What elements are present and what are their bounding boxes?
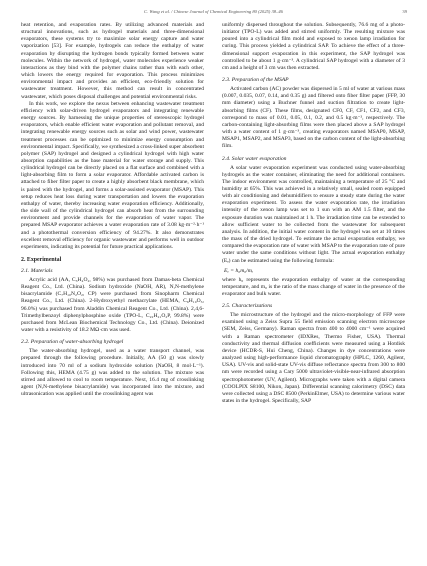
section-solar-evaporation-heading: 2.4. Solar water evaporation (222, 155, 287, 162)
section-characterizations-heading: 2.5. Characterizations (222, 303, 273, 310)
hydrogel-prep-paragraph: The water-absorbing hydrogel, used as a water transport channel, was prepared through the following procedure. Initially, AA (50 g) was slowly introduced into 70 ml of a sodium hydroxide solution (NaOH, 8 mol·L⁻¹). Following this, HEMA (4.75 g) was added to the solution. The mixture was stirred and allowed to cool to room temperature. Next, 16.4 mg of crosslinking agent (N,N-methylene bisacrylamide) was incorporated into the mixture, and ultrasonication was applied until the crosslinking agent was (21, 348, 204, 398)
left-column (21, 22, 204, 398)
enthalpy-equation: Eₑ = h₀m₀/mₑ (224, 267, 254, 274)
section-materials-heading: 2.1. Materials (21, 268, 53, 274)
header-authors: C. Wang et al. (144, 9, 171, 14)
header-citation: C. Wang et al. / Chinese Journal of Chemical Engineering 80 (2025) 38–46 (144, 9, 283, 14)
page-number: 39 (402, 9, 407, 14)
section-msap-heading: 2.3. Preparation of the MSAP (222, 77, 289, 84)
materials-paragraph: Acrylic acid (AA, C₃H₄O₂, 98%) was purchased from Damas-beta Chemical Reagent Co., Ltd. (China). Sodium hydroxide (NaOH, AR), N,N-methylene bisacrylamide (C₇H₁₀N₂O₂, CP) were purchased from Sinopharm Chemical Reagent Co., Ltd. (China). 2-Hydroxyethyl methacrylate (HEMA, C₆H₁₀O₃, 96.0%) was purchased from Aladdin Chemical Reagent Co., Ltd. (China). 2,4,6-Trimethylbenzoyl diphenylphosphine oxide (TPO-L, C₂₂H₂₁O₂P, 99.8%) were purchased from McLean Biochemical Technology Co., Ltd. (China). Deionized water with a resistivity of 18.2 MΩ·cm was used. (21, 277, 204, 334)
section-hydrogel-prep-heading: 2.2. Preparation of water-absorbing hydrogel (21, 339, 124, 346)
solar-evaporation-paragraph: A solar water evaporation experiment was conducted using water-absorbing hydrogels as the water container, eliminating the need for additional containers. The indoor environment was controlled, maintaining a temperature of 25 °C and humidity at 65%. This was achieved in a relatively small, sealed room equipped with air conditioning and dehumidifiers to ensure a steady state during the water evaporation experiment. To assess the water evaporation rate, the irradiation intensity of the xenon lamp was set to 1 sun with an AM 1.5 filter, and the exposure duration was maintained at 1 h. The irradiation time can be extended to allow sufficient water to be collected from the wastewater for subsequent analysis. In addition, the initial water content in the hydrogel was set at 10 times the mass of the dried hydrogel. To estimate the actual evaporation enthalpy, we compared the evaporation rate of water with MSAP to the evaporation rate of pure water under the same conditions without light. The actual evaporation enthalpy (Eₑ) can be estimated using the following formula: (222, 164, 405, 264)
running-header (20, 9, 407, 14)
section-experimental-heading: 2. Experimental (21, 257, 62, 263)
intro-paragraph-2: In this work, we explore the nexus between enhancing wastewater treatment efficiency with solar-driven hydrogel evaporators and integrating renewable energy sources. By harnessing the unique properties of stereoscopic hydrogel evaporators, which enable efficient water evaporation and pollutant removal, and integrating renewable energy sources such as solar and wind power, wastewater treatment processes can be optimized to minimize energy consumption and environmental impact. Specifically, we synthesized a cross-linked super absorbent polymer (SAP) hydrogel and designed a cylindrical hydrogel with high water absorption capabilities as the base material for water storage and supply. This cylindrical hydrogel can be directly placed on a flat surface and combined with a light-absorbing film to form a solar evaporator. Affordable activated carbon is attached to fiber filter paper to create a highly absorbent black membrane, which is paired with the hydrogel, and forms a solar-assisted evaporator (MSAP). This setup reduces heat loss during water transportation and lowers the evaporation enthalpy of water, thereby increasing water evaporation efficiency. Additionally, the side wall of the cylindrical hydrogel can absorb heat from the surrounding environment and provide channels for the evaporation of water vapor. The prepared MSAP evaporator achieves a water evaporation rate of 3.08 kg·m⁻²·h⁻¹ and a photothermal conversion efficiency of 94.27%. It also demonstrates excellent removal efficiency for organic wastewater and performs well in outdoor experiments, indicating its potential for future practical applications. (21, 100, 204, 250)
msap-paragraph: Activated carbon (AC) powder was dispersed in 5 ml of water at various mass (0.007, 0.035, 0.07, 0.14, and 0.35 g) and filtered onto fiber filter paper (FFP, 30 mm diameter) using a Buchner funnel and suction filtration to create light-absorbing films (CF). These films, designated CF0, CF, CF1, CF2, and CF3, correspond to mass of 0.01, 0.05, 0.1, 0.2, and 0.5 kg·m⁻², respectively. The carbon-containing light-absorbing films were then placed above a SAP hydrogel with a water content of 1 g·cm⁻³, creating evaporators named MSAP0, MSAP, MSAP1, MSAP2, and MSAP3, based on the carbon content of the light-absorbing film. (222, 86, 405, 150)
prep-continued-paragraph: uniformly dispersed throughout the solution. Subsequently, 76.6 mg of a photo-initiator (TPO-L) was added and stirred uniformly. The resulting mixture was poured into a cylindrical film mold and exposed to xenon lamp irradiation for curing. This process yielded a cylindrical SAP. To achieve the effect of a three-dimensional support evaporation in this experiment, the SAP hydrogel was controlled to be about 1 g·cm⁻³. A cylindrical SAP hydrogel with a diameter of 3 cm and a height of 3 cm was then extracted. (222, 22, 405, 71)
equation-explanation-paragraph: where h₀ represents the evaporation enthalpy of water at the corresponding temperature, and m₀ is the ratio of the mass change of water in the presence of the evaporator and bulk water. (222, 276, 405, 297)
right-column (222, 22, 405, 405)
header-journal: Chinese Journal of Chemical Engineering 80 (2025) 38–46 (173, 9, 283, 14)
characterizations-paragraph: The microstructure of the hydrogel and the micro-morphology of FFP were examined using a Zeiss Supra 55 field emission scanning electron microscope (SEM, Zeiss, Germany). Raman spectra from 400 to 4000 cm⁻¹ were acquired with a Raman spectrometer (IDXRes, Thermo Fisher, USA). Thermal conductivity and thermal diffusion coefficients were measured using a Hotdisk device (HCDR-S, Hui Cheng, China). Changes in dye concentrations were analyzed using high-performance liquid chromatography (HPLC, 1260, Agilent, USA). UV-vis and solid-state UV-vis diffuse reflectance spectra from 300 to 800 nm were recorded using a Cary 5000 ultraviolet-visible-near-infrared absorption spectrophotometer (UV, Agilent). Micrographs were taken with a digital camera (COOLPIX S8100, Nikon, Japan). Differential scanning calorimetry (DSC) data were collected using a DSC 8500 (PerkinElmer, USA) to determine various water states in the hydrogel. Specifically, SAP (222, 312, 405, 405)
intro-paragraph-1: heat retention, and evaporation rates. By utilizing advanced materials and structural innovations, such as hydrogel materials and three-dimensional evaporators, these systems try to maximize solar energy capture and water vaporization [53]. For example, hydrogels can reduce the enthalpy of water evaporation by disrupting the hydrogen bonds typically formed between water molecules. Within the network of hydrogel, water molecules experience weaker interactions as they bind with the polymer chains rather than with each other, which lowers the energy required for evaporation. This process minimizes environmental impact and provides an efficient, eco-friendly solution for wastewater treatment. However, this method can result in concentrated wastewater, which poses disposal challenges and potential environmental risks. (21, 22, 204, 100)
